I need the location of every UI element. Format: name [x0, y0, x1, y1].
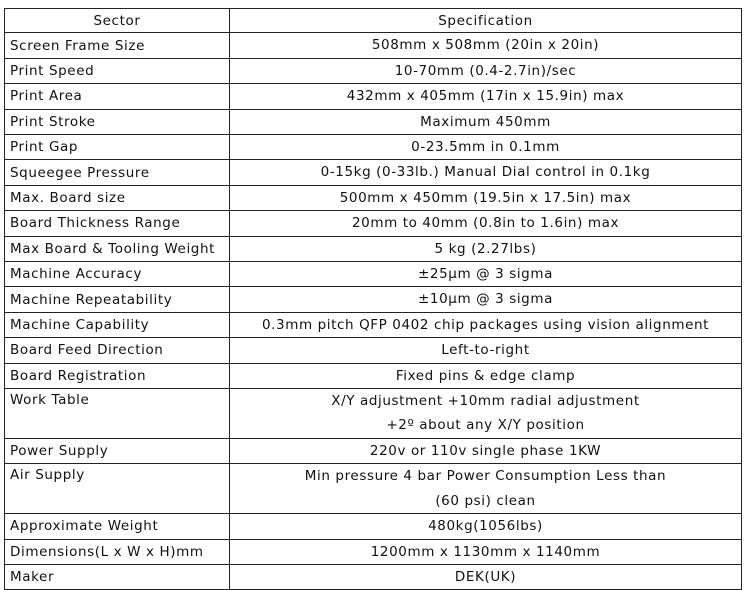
specification-cell — [230, 464, 742, 514]
specification-cell — [230, 338, 742, 363]
sector-cell: Maker — [5, 564, 230, 589]
table-row — [5, 464, 742, 514]
specification-cell — [230, 312, 742, 337]
specification-line: +2º about any X/Y position — [386, 417, 585, 434]
table-row — [5, 338, 742, 363]
specification-line: (60 psi) clean — [435, 492, 536, 509]
sector-cell: Work Table — [5, 389, 230, 439]
specification-line: Maximum 450mm — [420, 113, 551, 130]
table-row — [5, 389, 742, 439]
specification-cell — [230, 109, 742, 134]
sector-cell: Screen Frame Size — [5, 33, 230, 58]
specification-cell — [230, 160, 742, 185]
specification-cell — [230, 389, 742, 439]
specification-cell — [230, 135, 742, 160]
specification-line: 500mm x 450mm (19.5in x 17.5in) max — [339, 189, 632, 206]
specification-line: Fixed pins & edge clamp — [395, 367, 576, 384]
specification-line: 480kg(1056lbs) — [428, 518, 543, 535]
specification-line: 1200mm x 1130mm x 1140mm — [370, 543, 601, 560]
spec-table — [4, 8, 742, 590]
specification-cell — [230, 363, 742, 388]
table-row — [5, 438, 742, 463]
table-header-row — [5, 9, 742, 33]
table-row — [5, 135, 742, 160]
specification-cell — [230, 539, 742, 564]
specification-line: Min pressure 4 bar Power Consumption Less than — [304, 468, 667, 485]
specification-line: 432mm x 405mm (17in x 15.9in) max — [346, 88, 625, 105]
specification-cell — [230, 287, 742, 312]
sector-cell: Power Supply — [5, 438, 230, 463]
sector-cell: Air Supply — [5, 464, 230, 514]
table-row — [5, 287, 742, 312]
specification-cell — [230, 262, 742, 287]
table-row — [5, 312, 742, 337]
table-row — [5, 33, 742, 58]
table-row — [5, 211, 742, 236]
column-header-sector: Sector — [5, 9, 230, 33]
sector-cell: Print Stroke — [5, 109, 230, 134]
table-row — [5, 160, 742, 185]
sector-cell: Board Registration — [5, 363, 230, 388]
table-row — [5, 109, 742, 134]
table-row — [5, 514, 742, 539]
sector-cell: Max Board & Tooling Weight — [5, 236, 230, 261]
specification-line: 0-23.5mm in 0.1mm — [411, 139, 560, 156]
sector-cell: Max. Board size — [5, 185, 230, 210]
table-row — [5, 363, 742, 388]
sector-cell: Dimensions(L x W x H)mm — [5, 539, 230, 564]
specification-cell — [230, 58, 742, 83]
specification-line: 5 kg (2.27lbs) — [434, 240, 537, 257]
table-row — [5, 58, 742, 83]
sector-cell: Print Speed — [5, 58, 230, 83]
specification-cell — [230, 564, 742, 589]
spec-table-body — [5, 33, 742, 590]
specification-cell — [230, 236, 742, 261]
column-header-specification: Specification — [230, 9, 742, 33]
specification-line: 0-15kg (0-33lb.) Manual Dial control in 0.1kg — [320, 164, 651, 181]
sector-cell: Squeegee Pressure — [5, 160, 230, 185]
table-row — [5, 236, 742, 261]
specification-line: Left-to-right — [441, 342, 530, 359]
specification-cell — [230, 438, 742, 463]
sector-cell: Board Feed Direction — [5, 338, 230, 363]
specification-line: DEK(UK) — [454, 568, 517, 585]
sector-cell: Machine Capability — [5, 312, 230, 337]
specification-cell — [230, 185, 742, 210]
specification-line: 508mm x 508mm (20in x 20in) — [371, 37, 600, 54]
specification-line: ±25μm @ 3 sigma — [418, 266, 553, 283]
specification-line: ±10μm @ 3 sigma — [418, 291, 553, 308]
table-row — [5, 185, 742, 210]
sector-cell: Print Gap — [5, 135, 230, 160]
sector-cell: Print Area — [5, 84, 230, 109]
specification-cell — [230, 84, 742, 109]
specification-line: 20mm to 40mm (0.8in to 1.6in) max — [351, 215, 620, 232]
specification-cell — [230, 33, 742, 58]
sector-cell: Machine Accuracy — [5, 262, 230, 287]
specification-cell — [230, 514, 742, 539]
sector-cell: Approximate Weight — [5, 514, 230, 539]
specification-line: X/Y adjustment +10mm radial adjustment — [331, 393, 640, 410]
table-row — [5, 84, 742, 109]
sector-cell: Machine Repeatability — [5, 287, 230, 312]
table-row — [5, 262, 742, 287]
specification-line: 220v or 110v single phase 1KW — [369, 442, 602, 459]
specification-line: 10-70mm (0.4-2.7in)/sec — [394, 62, 577, 79]
table-row — [5, 539, 742, 564]
sector-cell: Board Thickness Range — [5, 211, 230, 236]
specification-cell — [230, 211, 742, 236]
table-row — [5, 564, 742, 589]
specification-line: 0.3mm pitch QFP 0402 chip packages using vision alignment — [261, 316, 710, 333]
